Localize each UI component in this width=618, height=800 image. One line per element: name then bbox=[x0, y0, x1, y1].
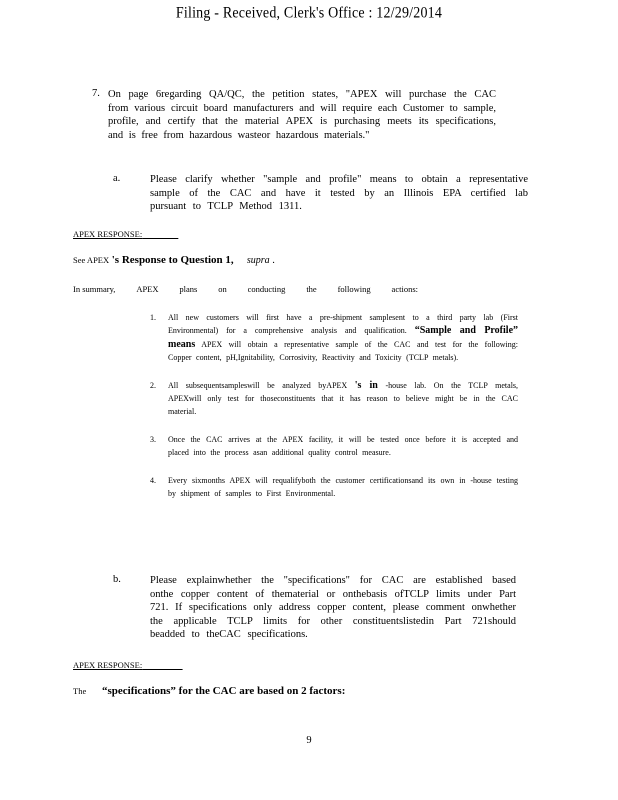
apex-response-label-2: APEX RESPONSE: bbox=[73, 660, 143, 670]
summary-word: APEX bbox=[136, 284, 159, 294]
question-7b-label: b. bbox=[113, 574, 121, 585]
action-list bbox=[150, 311, 518, 514]
action-item-text-a: All new customers will first have a pre-shipment samplesent to a third party lab (First Environmental) for a comprehensive analysis and qualification. bbox=[168, 313, 518, 336]
specifications-line bbox=[73, 685, 345, 697]
see-response-line bbox=[73, 254, 275, 266]
summary-word: conducting bbox=[247, 284, 286, 294]
action-item-number: 2. bbox=[150, 380, 156, 390]
summary-word: actions: bbox=[391, 284, 418, 294]
summary-word: following bbox=[337, 284, 371, 294]
apex-response-label-1: APEX RESPONSE: bbox=[73, 229, 143, 239]
question-7a-label: a. bbox=[113, 173, 121, 184]
action-item-text-a: Once the CAC arrives at the APEX facility, it will be tested once before it is accepted and placed into the process asan additional quality control measure. bbox=[168, 434, 518, 458]
see-prefix: See APEX bbox=[73, 255, 110, 265]
action-item-text-a: All subsequentsampleswill be analyzed byAPEX bbox=[168, 380, 348, 390]
page-number: 9 bbox=[306, 735, 312, 746]
summary-word: the bbox=[306, 284, 317, 294]
apex-response-heading-1: APEX RESPONSE:​ bbox=[73, 229, 179, 239]
summary-word: plans bbox=[179, 284, 198, 294]
action-item-bold: “Sample and Profile” means bbox=[168, 325, 519, 350]
specifications-the: The bbox=[73, 686, 87, 696]
action-item-number: 1. bbox=[150, 313, 156, 322]
see-end: . bbox=[272, 255, 275, 266]
action-item-4 bbox=[150, 474, 518, 501]
action-item-text-b: APEX will obtain a representative sample of the CAC and test for the following: Copper content, pH,Ignitability, Corrosivity, Reactivity and Toxicity (TCLP metals). bbox=[168, 339, 518, 363]
summary-word: In summary, bbox=[73, 284, 116, 294]
see-bold-text: 's Response to Question 1, bbox=[111, 254, 234, 266]
action-item-text-b: -house lab. On the TCLP metals, APEXwill only test for thoseconstituents that it has reason to believe might be in the CAC material. bbox=[168, 380, 519, 417]
question-7-number: 7. bbox=[92, 88, 100, 99]
action-item-text-a: Every sixmonths APEX will requalifyboth the customer certificationsand its own in -house testing by shipment of samples to First Environmental. bbox=[168, 475, 518, 499]
action-item-2 bbox=[150, 379, 518, 419]
apex-response-heading-2: APEX RESPONSE:​ bbox=[73, 660, 183, 670]
question-7a-text: Please clarify whether "sample and profile" means to obtain a representative sample of the CAC and have it tested by an Illinois EPA certified lab pursuant to TCLP Method 1311. bbox=[150, 174, 528, 213]
action-item-bold: 's in bbox=[354, 379, 378, 391]
see-supra: supra bbox=[246, 255, 270, 266]
action-item-number: 3. bbox=[150, 434, 156, 444]
summary-word: on bbox=[218, 284, 227, 294]
summary-line bbox=[73, 284, 418, 294]
question-7b-text: Please explainwhether the "specifications" for CAC are established based onthe copper content of thematerial or onthebasis ofTCLP limits under Part 721. If specifications only address copper content, please comment onwhether the applicable TCLP limits for other constituentslistedin Part 721should beadded to theCAC specifications. bbox=[150, 575, 516, 641]
action-item-3 bbox=[150, 433, 518, 460]
action-item-number: 4. bbox=[150, 475, 156, 485]
action-item-1 bbox=[150, 311, 518, 365]
question-7-text: On page 6regarding QA/QC, the petition states, "APEX will purchase the CAC from various circuit board manufacturers and will require each Customer to sample, profile, and certify that the material APEX is purchasing meets its specifications, and is free from hazardous wasteor hazardous materials." bbox=[108, 89, 496, 141]
filing-header: Filing - Received, Clerk's Office : 12/29/2014 bbox=[175, 4, 443, 23]
specifications-bold: “specifications” for the CAC are based on 2 factors: bbox=[101, 685, 346, 697]
